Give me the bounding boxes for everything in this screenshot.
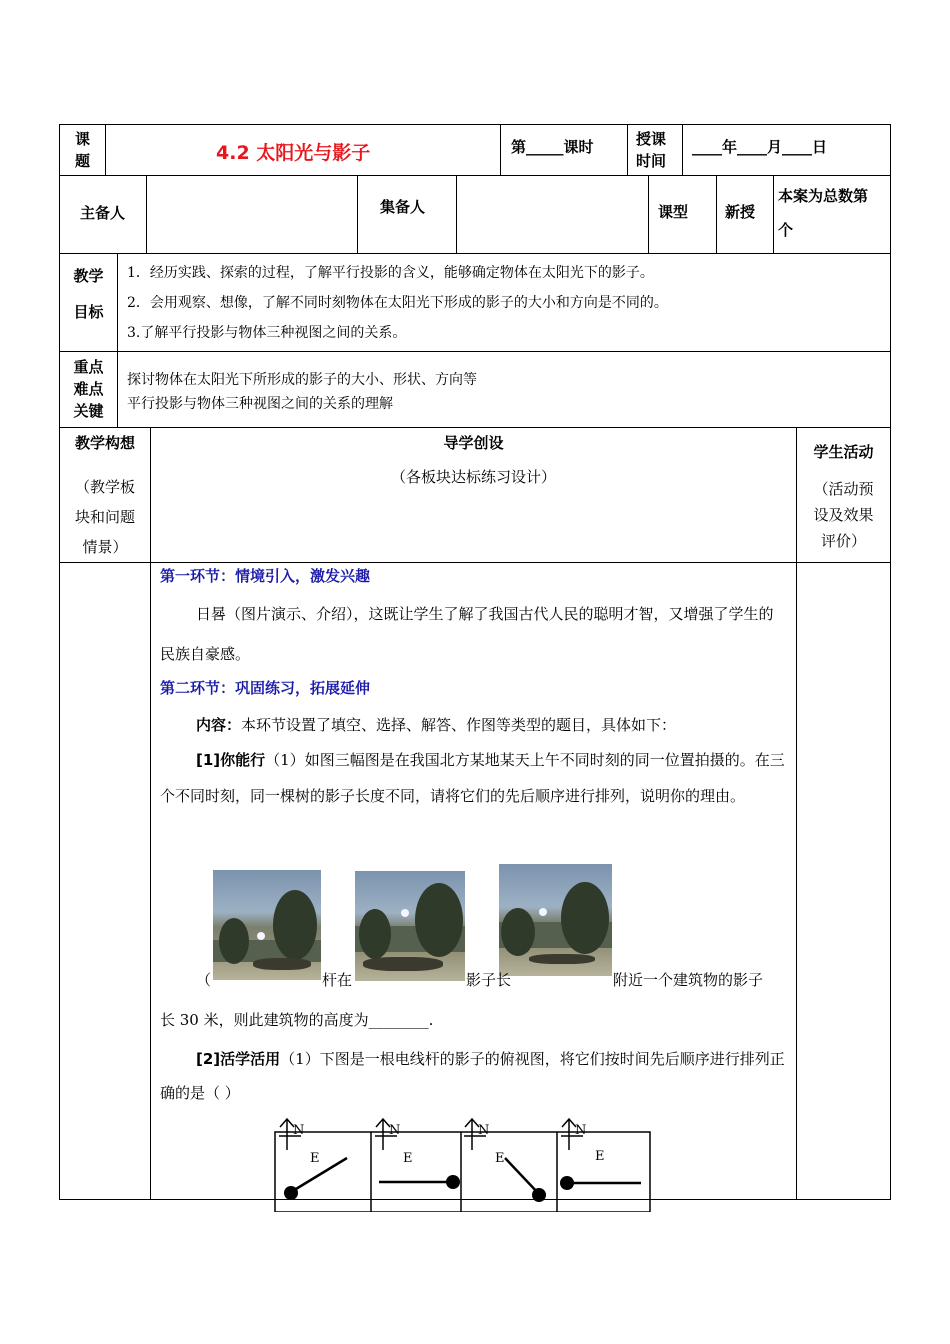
question2-label: [2]活学活用 [196, 1050, 281, 1068]
lesson-title: 4.2 太阳光与影子 [216, 142, 371, 164]
keypoints-label: 重点 难点 关键 [73, 358, 104, 420]
date-field: ____年____月____日 [692, 138, 828, 156]
middle-column-title: 导学创设 [443, 434, 504, 452]
question2 [160, 1042, 788, 1110]
objective-item: 2．会用观察、想像，了解不同时刻物体在太阳光下形成的影子的大小和方向是不同的。 [127, 295, 668, 311]
question1-part2-mid: 杆在 [322, 971, 353, 989]
keypoint-item: 平行投影与物体三种视图之间的关系的理解 [127, 396, 393, 412]
section1-heading: 第一环节：情境引入，激发兴趣 [160, 567, 371, 585]
north-label: N [293, 1123, 305, 1138]
east-label: E [310, 1151, 320, 1166]
objectives-list [127, 258, 887, 348]
group-preparer-label: 集备人 [380, 198, 426, 216]
objective-item: 1．经历实践、探索的过程，了解平行投影的含义，能够确定物体在太阳光下的影子。 [127, 265, 654, 281]
tree-photo-1 [213, 870, 321, 980]
east-label: E [495, 1151, 505, 1166]
right-column-title: 学生活动 [813, 443, 874, 461]
pole-dot [532, 1188, 546, 1202]
topic-label: 课 题 [74, 130, 90, 170]
north-label: N [478, 1123, 490, 1138]
east-label: E [595, 1149, 605, 1164]
question1-part2-start: （ [196, 971, 212, 989]
lesson-type-label: 课型 [658, 203, 689, 221]
question2-text: （1）下图是一根电线杆的影子的俯视图，将它们按时间先后顺序进行排列正确的是（ ） [160, 1050, 785, 1102]
tree-photo-2 [355, 871, 465, 981]
total-count-label: 本案为总数第 个 [778, 187, 869, 239]
pole-dot [560, 1176, 574, 1190]
pole-dot [446, 1175, 460, 1189]
diagram-frame [275, 1132, 650, 1212]
content-text: 本环节设置了填空、选择、解答、作图等类型的题目，具体如下： [241, 716, 677, 734]
tree-photo-3 [499, 864, 612, 976]
question1-part2-mid2: 影子长 [466, 971, 512, 989]
middle-column-subtitle: （各板块达标练习设计） [390, 468, 556, 486]
question1-text: （1）如图三幅图是在我国北方某地某天上午不同时刻的同一位置拍摄的。在三个不同时刻，同一棵树的影子长度不同，请将它们的先后顺序进行排列，说明你的理由。 [160, 751, 785, 805]
objectives-label: 教学 目标 [73, 267, 104, 321]
objective-item: 3.了解平行投影与物体三种视图之间的关系。 [127, 325, 407, 341]
date-label: 授课 时间 [636, 130, 667, 170]
section2-heading: 第二环节：巩固练习，拓展延伸 [160, 679, 371, 697]
north-label: N [575, 1123, 587, 1138]
lesson-type-value: 新授 [725, 203, 756, 221]
main-preparer-label: 主备人 [80, 204, 126, 222]
content-intro [160, 708, 788, 742]
shadow-diagrams [265, 1112, 660, 1212]
left-column-subtitle: （教学板 块和问题 情景） [74, 478, 135, 556]
right-column-subtitle: （活动预 设及效果 评价） [813, 480, 874, 550]
period-field: 第_____课时 [511, 138, 594, 156]
north-label: N [389, 1123, 401, 1138]
keypoint-item: 探讨物体在太阳光下所形成的影子的大小、形状、方向等 [127, 372, 477, 388]
left-column-title: 教学构想 [74, 434, 135, 452]
keypoints-list [127, 368, 827, 416]
question1-part2-end: 附近一个建筑物的影子 [613, 971, 764, 989]
east-label: E [403, 1151, 413, 1166]
pole-dot [284, 1186, 298, 1200]
question1-part2-line2: 长 30 米，则此建筑物的高度为________. [160, 1011, 434, 1029]
question1-label: [1]你能行 [196, 751, 266, 769]
shadow-line [505, 1158, 539, 1194]
section1-paragraph: 日晷（图片演示、介绍），这既让学生了解了我国古代人民的聪明才智，又增强了学生的民族自豪感。 [160, 605, 774, 663]
question1 [160, 742, 788, 814]
content-label: 内容： [196, 716, 242, 734]
